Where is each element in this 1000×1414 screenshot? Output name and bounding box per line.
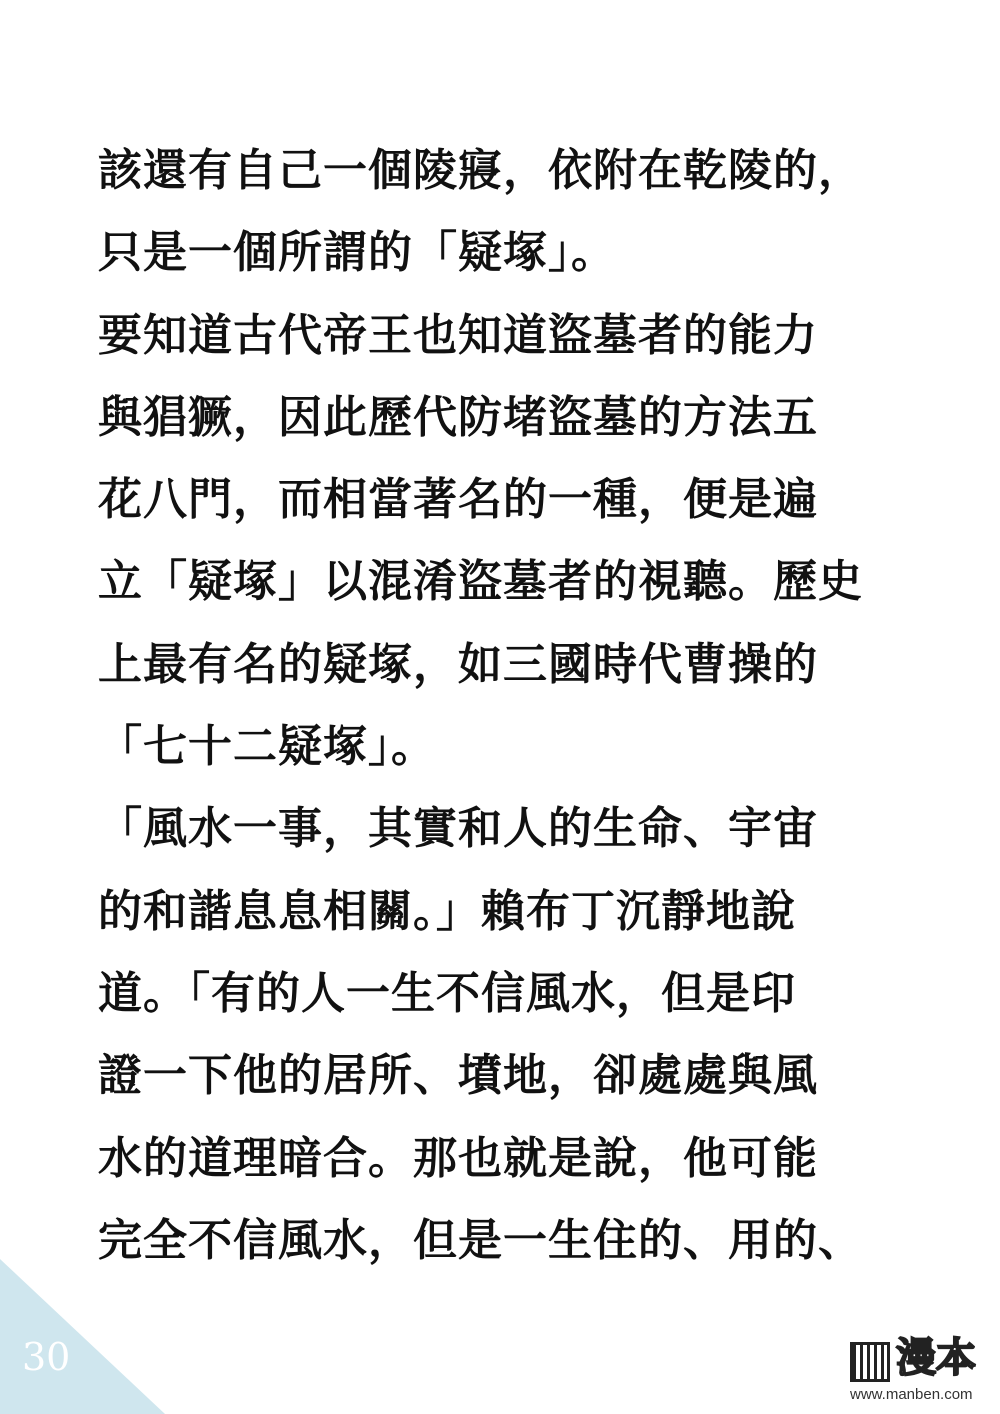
body-text	[98, 130, 958, 1282]
text-line: 只是一個所謂的「疑塚」。	[98, 227, 616, 279]
watermark-logo-icon	[850, 1342, 890, 1382]
page-number: 30	[22, 1335, 71, 1379]
text-line: 完全不信風水，但是一生住的、用的、	[98, 1214, 863, 1266]
text-line: 「七十二疑塚」。	[98, 721, 436, 773]
text-line: 「風水一事，其實和人的生命、宇宙	[98, 803, 818, 855]
text-line: 花八門，而相當著名的一種，便是遍	[98, 474, 818, 526]
text-line: 上最有名的疑塚，如三國時代曹操的	[98, 638, 818, 690]
text-line: 道。「有的人一生不信風水，但是印	[98, 967, 796, 1019]
text-line: 水的道理暗合。那也就是說，他可能	[98, 1132, 818, 1184]
watermark	[850, 1335, 990, 1404]
watermark-brand: 漫本	[896, 1335, 976, 1381]
watermark-url: www.manben.com	[850, 1386, 973, 1403]
text-line: 立「疑塚」以混淆盜墓者的視聽。歷史	[98, 556, 863, 608]
text-line: 證一下他的居所、墳地，卻處處與風	[98, 1050, 818, 1102]
text-line: 的和諧息息相關。」賴布丁沉靜地說	[98, 885, 796, 937]
text-line: 要知道古代帝王也知道盜墓者的能力	[98, 309, 818, 361]
text-line: 該還有自己一個陵寢，依附在乾陵的，	[98, 145, 863, 196]
text-line: 與猖獗，因此歷代防堵盜墓的方法五	[98, 391, 818, 443]
